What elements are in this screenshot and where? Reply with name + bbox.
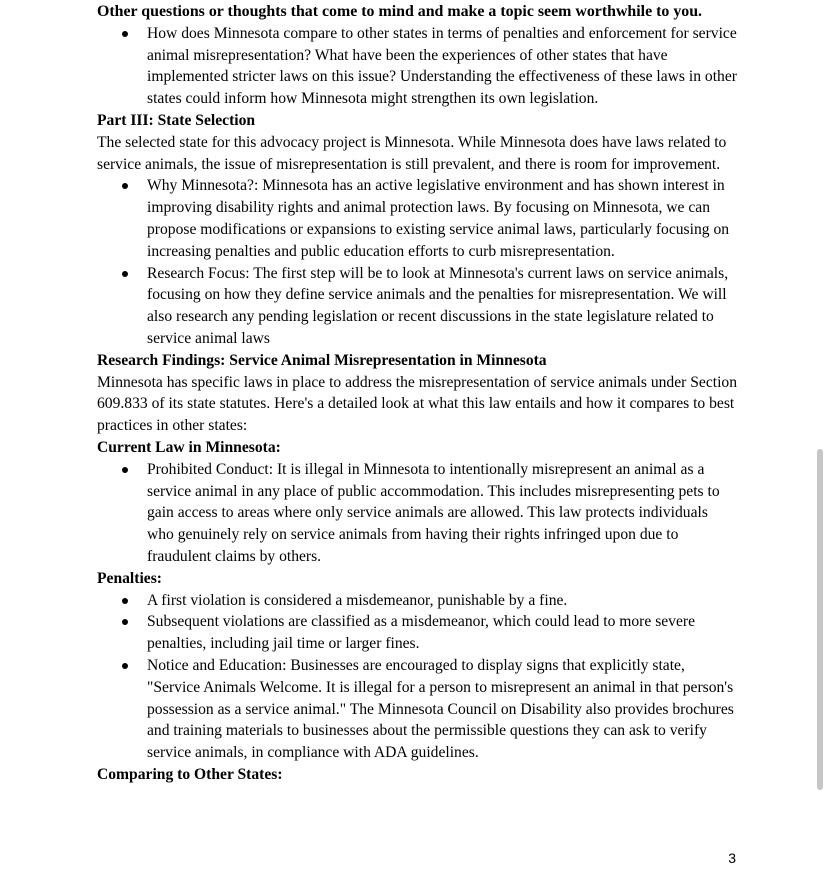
state-selection-bullet-list (97, 175, 737, 349)
section-heading-comparing: Comparing to Other States: (97, 765, 283, 783)
list-item: Notice and Education: Businesses are encouraged to display signs that explicitly state, "Service Animals Welcome. It is illegal for a person to misrepresent an animal in that person's possession as a service animal." The Minnesota Council on Disability also provides brochures and training materials to businesses about the permissible questions they can ask to verify service animals, in compliance with ADA guidelines. (97, 655, 737, 764)
list-item: How does Minnesota compare to other states in terms of penalties and enforcement for service animal misrepresentation? What have been the experiences of other states that have implemented stricter laws on this issue? Understanding the effectiveness of these laws in other states could inform how Minnesota might strengthen its own legislation. (97, 23, 737, 110)
section-heading-questions: Other questions or thoughts that come to mind and make a topic seem worthwhile to you. (97, 3, 703, 20)
current-law-bullet-list (97, 459, 737, 568)
list-item: Why Minnesota?: Minnesota has an active legislative environment and has shown interest in improving disability rights and animal protection laws. By focusing on Minnesota, we can propose modifications or expansions to existing service animal laws, particularly focusing on increasing penalties and public education efforts to curb misrepresentation. (97, 175, 737, 262)
section-heading-research-findings: Research Findings: Service Animal Misrepresentation in Minnesota (97, 351, 547, 369)
list-item: Prohibited Conduct: It is illegal in Minnesota to intentionally misrepresent an animal as a service animal in any place of public accommodation. This includes misrepresenting pets to gain access to areas where only service animals are allowed. This law protects individuals who genuinely rely on service animals from having their rights infringed upon due to fraudulent claims by others. (97, 459, 737, 568)
page-number: 3 (728, 850, 736, 866)
penalties-bullet-list (97, 590, 737, 764)
list-item: Research Focus: The first step will be to look at Minnesota's current laws on service animals, focusing on how they define service animals and the penalties for misrepresentation. We will also research any pending legislation or recent discussions in the state legislature related to service animal laws (97, 263, 737, 350)
questions-bullet-list (97, 23, 737, 110)
research-findings-paragraph: Minnesota has specific laws in place to address the misrepresentation of service animals under Section 609.833 of its state statutes. Here's a detailed look at what this law entails and how it compares to best practices in other states: (97, 373, 738, 435)
section-heading-state-selection: Part III: State Selection (97, 111, 256, 129)
section-heading-penalties: Penalties: (97, 569, 162, 587)
vertical-scrollbar-thumb[interactable] (817, 449, 823, 790)
section-heading-current-law: Current Law in Minnesota: (97, 438, 281, 456)
state-selection-paragraph: The selected state for this advocacy project is Minnesota. While Minnesota does have laws related to service animals, the issue of misrepresentation is still prevalent, and there is room for improvement. (97, 133, 727, 173)
list-item: A first violation is considered a misdemeanor, punishable by a fine. (97, 590, 737, 612)
list-item: Subsequent violations are classified as a misdemeanor, which could lead to more severe penalties, including jail time or larger fines. (97, 611, 737, 655)
document-page (97, 1, 737, 786)
